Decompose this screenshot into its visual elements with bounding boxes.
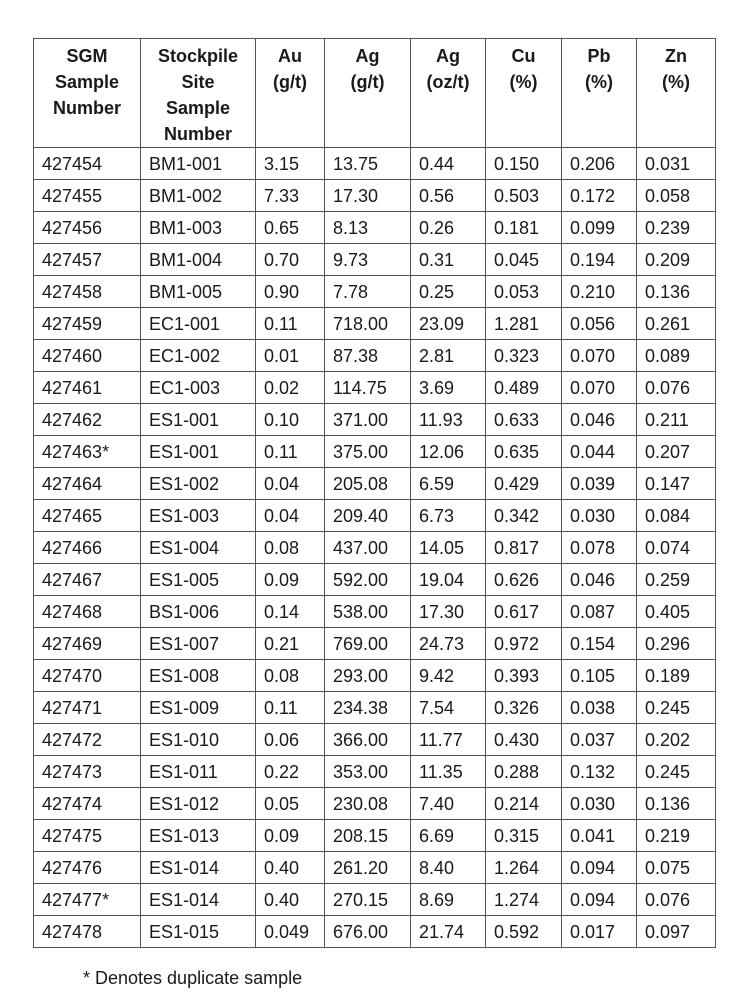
table-cell-cu-pct: 0.429 bbox=[486, 468, 562, 500]
table-cell-stockpile-site-sample-number: BS1-006 bbox=[141, 596, 256, 628]
table-row bbox=[34, 276, 716, 308]
table-row bbox=[34, 692, 716, 724]
table-cell-ag-gt: 353.00 bbox=[325, 756, 411, 788]
column-header-line: SGM bbox=[66, 46, 108, 66]
table-cell-stockpile-site-sample-number: ES1-015 bbox=[141, 916, 256, 948]
column-header-au-gt bbox=[256, 39, 325, 148]
table-cell-ag-gt: 7.78 bbox=[325, 276, 411, 308]
table-cell-stockpile-site-sample-number: BM1-004 bbox=[141, 244, 256, 276]
column-header-line: (g/t) bbox=[350, 72, 385, 92]
column-header-sgm-sample-number bbox=[34, 39, 141, 148]
table-row bbox=[34, 404, 716, 436]
table-cell-sgm-sample-number: 427464 bbox=[34, 468, 141, 500]
table-row bbox=[34, 148, 716, 180]
table-cell-ag-gt: 592.00 bbox=[325, 564, 411, 596]
table-cell-ag-gt: 87.38 bbox=[325, 340, 411, 372]
table-cell-pb-pct: 0.078 bbox=[562, 532, 637, 564]
column-header-line: Sample bbox=[54, 72, 120, 92]
table-cell-stockpile-site-sample-number: ES1-013 bbox=[141, 820, 256, 852]
table-cell-sgm-sample-number: 427455 bbox=[34, 180, 141, 212]
table-row bbox=[34, 884, 716, 916]
table-row bbox=[34, 340, 716, 372]
table-cell-sgm-sample-number: 427470 bbox=[34, 660, 141, 692]
table-cell-zn-pct: 0.245 bbox=[637, 692, 716, 724]
table-cell-zn-pct: 0.189 bbox=[637, 660, 716, 692]
table-cell-sgm-sample-number: 427457 bbox=[34, 244, 141, 276]
column-header-cu-pct bbox=[486, 39, 562, 148]
table-cell-sgm-sample-number: 427469 bbox=[34, 628, 141, 660]
table-cell-pb-pct: 0.046 bbox=[562, 404, 637, 436]
table-cell-zn-pct: 0.239 bbox=[637, 212, 716, 244]
table-cell-sgm-sample-number: 427456 bbox=[34, 212, 141, 244]
table-cell-au-gt: 0.22 bbox=[256, 756, 325, 788]
table-cell-au-gt: 0.11 bbox=[256, 308, 325, 340]
table-cell-zn-pct: 0.202 bbox=[637, 724, 716, 756]
table-cell-pb-pct: 0.105 bbox=[562, 660, 637, 692]
table-row bbox=[34, 788, 716, 820]
table-cell-zn-pct: 0.076 bbox=[637, 884, 716, 916]
table-row bbox=[34, 660, 716, 692]
table-cell-cu-pct: 0.053 bbox=[486, 276, 562, 308]
table-cell-ag-ozt: 11.35 bbox=[411, 756, 486, 788]
table-cell-ag-ozt: 2.81 bbox=[411, 340, 486, 372]
table-cell-ag-gt: 375.00 bbox=[325, 436, 411, 468]
table-cell-ag-gt: 366.00 bbox=[325, 724, 411, 756]
table-cell-ag-gt: 676.00 bbox=[325, 916, 411, 948]
table-cell-cu-pct: 0.430 bbox=[486, 724, 562, 756]
table-cell-cu-pct: 0.489 bbox=[486, 372, 562, 404]
table-cell-cu-pct: 0.150 bbox=[486, 148, 562, 180]
header-row bbox=[34, 39, 716, 148]
table-row bbox=[34, 180, 716, 212]
table-cell-ag-gt: 234.38 bbox=[325, 692, 411, 724]
table-cell-sgm-sample-number: 427475 bbox=[34, 820, 141, 852]
column-header-line: Zn bbox=[665, 46, 687, 66]
table-cell-ag-ozt: 0.31 bbox=[411, 244, 486, 276]
column-header-pb-pct bbox=[562, 39, 637, 148]
table-cell-cu-pct: 0.045 bbox=[486, 244, 562, 276]
table-cell-sgm-sample-number: 427476 bbox=[34, 852, 141, 884]
table-cell-cu-pct: 0.592 bbox=[486, 916, 562, 948]
table-cell-pb-pct: 0.039 bbox=[562, 468, 637, 500]
table-cell-au-gt: 0.14 bbox=[256, 596, 325, 628]
table-cell-zn-pct: 0.089 bbox=[637, 340, 716, 372]
table-cell-cu-pct: 0.181 bbox=[486, 212, 562, 244]
table-cell-ag-gt: 538.00 bbox=[325, 596, 411, 628]
table-cell-au-gt: 0.02 bbox=[256, 372, 325, 404]
table-cell-cu-pct: 0.503 bbox=[486, 180, 562, 212]
table-cell-pb-pct: 0.017 bbox=[562, 916, 637, 948]
table-cell-sgm-sample-number: 427468 bbox=[34, 596, 141, 628]
column-header-line: Site bbox=[181, 72, 215, 92]
table-cell-ag-ozt: 19.04 bbox=[411, 564, 486, 596]
table-cell-ag-gt: 270.15 bbox=[325, 884, 411, 916]
table-cell-au-gt: 3.15 bbox=[256, 148, 325, 180]
table-cell-cu-pct: 0.635 bbox=[486, 436, 562, 468]
table-row bbox=[34, 756, 716, 788]
table-cell-pb-pct: 0.030 bbox=[562, 500, 637, 532]
table-cell-cu-pct: 0.214 bbox=[486, 788, 562, 820]
column-header-line: Number bbox=[163, 124, 232, 144]
table-cell-cu-pct: 0.633 bbox=[486, 404, 562, 436]
table-row bbox=[34, 372, 716, 404]
table-cell-stockpile-site-sample-number: ES1-012 bbox=[141, 788, 256, 820]
table-cell-stockpile-site-sample-number: ES1-008 bbox=[141, 660, 256, 692]
table-cell-au-gt: 0.40 bbox=[256, 884, 325, 916]
table-cell-stockpile-site-sample-number: ES1-001 bbox=[141, 404, 256, 436]
table-cell-zn-pct: 0.136 bbox=[637, 276, 716, 308]
table-cell-pb-pct: 0.056 bbox=[562, 308, 637, 340]
table-cell-zn-pct: 0.136 bbox=[637, 788, 716, 820]
table-cell-cu-pct: 0.626 bbox=[486, 564, 562, 596]
table-cell-au-gt: 0.06 bbox=[256, 724, 325, 756]
table-cell-zn-pct: 0.058 bbox=[637, 180, 716, 212]
table-cell-ag-ozt: 23.09 bbox=[411, 308, 486, 340]
table-cell-ag-gt: 293.00 bbox=[325, 660, 411, 692]
table-cell-cu-pct: 0.323 bbox=[486, 340, 562, 372]
table-cell-pb-pct: 0.132 bbox=[562, 756, 637, 788]
table-cell-stockpile-site-sample-number: ES1-004 bbox=[141, 532, 256, 564]
table-cell-au-gt: 0.10 bbox=[256, 404, 325, 436]
table-cell-au-gt: 0.049 bbox=[256, 916, 325, 948]
table-cell-zn-pct: 0.207 bbox=[637, 436, 716, 468]
table-row bbox=[34, 564, 716, 596]
table-cell-ag-ozt: 8.69 bbox=[411, 884, 486, 916]
table-row bbox=[34, 532, 716, 564]
table-cell-sgm-sample-number: 427463* bbox=[34, 436, 141, 468]
column-header-line: Number bbox=[52, 98, 121, 118]
table-cell-ag-gt: 437.00 bbox=[325, 532, 411, 564]
table-cell-zn-pct: 0.211 bbox=[637, 404, 716, 436]
table-cell-pb-pct: 0.070 bbox=[562, 340, 637, 372]
column-header-line: (%) bbox=[585, 72, 613, 92]
table-cell-au-gt: 0.04 bbox=[256, 500, 325, 532]
table-row bbox=[34, 724, 716, 756]
table-cell-pb-pct: 0.094 bbox=[562, 884, 637, 916]
table-cell-pb-pct: 0.037 bbox=[562, 724, 637, 756]
table-cell-au-gt: 7.33 bbox=[256, 180, 325, 212]
table-cell-pb-pct: 0.044 bbox=[562, 436, 637, 468]
table-cell-stockpile-site-sample-number: BM1-003 bbox=[141, 212, 256, 244]
table-cell-au-gt: 0.08 bbox=[256, 660, 325, 692]
column-header-line: Cu bbox=[511, 46, 536, 66]
table-cell-au-gt: 0.21 bbox=[256, 628, 325, 660]
table-cell-sgm-sample-number: 427471 bbox=[34, 692, 141, 724]
table-cell-sgm-sample-number: 427474 bbox=[34, 788, 141, 820]
table-cell-sgm-sample-number: 427462 bbox=[34, 404, 141, 436]
table-cell-ag-ozt: 24.73 bbox=[411, 628, 486, 660]
table-cell-au-gt: 0.65 bbox=[256, 212, 325, 244]
table-cell-ag-ozt: 0.44 bbox=[411, 148, 486, 180]
table-cell-ag-gt: 114.75 bbox=[325, 372, 411, 404]
table-cell-au-gt: 0.09 bbox=[256, 820, 325, 852]
column-header-line: Au bbox=[278, 46, 302, 66]
table-cell-stockpile-site-sample-number: EC1-002 bbox=[141, 340, 256, 372]
column-header-ag-gt bbox=[325, 39, 411, 148]
table-row bbox=[34, 244, 716, 276]
table-cell-sgm-sample-number: 427467 bbox=[34, 564, 141, 596]
table-cell-ag-ozt: 17.30 bbox=[411, 596, 486, 628]
table-cell-sgm-sample-number: 427465 bbox=[34, 500, 141, 532]
table-row bbox=[34, 820, 716, 852]
table-cell-cu-pct: 0.617 bbox=[486, 596, 562, 628]
table-cell-ag-gt: 718.00 bbox=[325, 308, 411, 340]
table-cell-au-gt: 0.01 bbox=[256, 340, 325, 372]
table-cell-zn-pct: 0.259 bbox=[637, 564, 716, 596]
table-cell-stockpile-site-sample-number: EC1-003 bbox=[141, 372, 256, 404]
table-cell-ag-ozt: 6.69 bbox=[411, 820, 486, 852]
column-header-line: (%) bbox=[662, 72, 690, 92]
table-cell-ag-ozt: 0.25 bbox=[411, 276, 486, 308]
table-cell-ag-ozt: 11.77 bbox=[411, 724, 486, 756]
table-cell-zn-pct: 0.219 bbox=[637, 820, 716, 852]
table-cell-ag-gt: 205.08 bbox=[325, 468, 411, 500]
table-cell-pb-pct: 0.087 bbox=[562, 596, 637, 628]
table-cell-sgm-sample-number: 427454 bbox=[34, 148, 141, 180]
table-cell-ag-gt: 17.30 bbox=[325, 180, 411, 212]
table-cell-au-gt: 0.90 bbox=[256, 276, 325, 308]
table-cell-zn-pct: 0.084 bbox=[637, 500, 716, 532]
table-cell-zn-pct: 0.296 bbox=[637, 628, 716, 660]
column-header-ag-ozt bbox=[411, 39, 486, 148]
table-cell-au-gt: 0.11 bbox=[256, 692, 325, 724]
table-cell-sgm-sample-number: 427477* bbox=[34, 884, 141, 916]
assay-table-container bbox=[33, 38, 716, 948]
table-cell-au-gt: 0.05 bbox=[256, 788, 325, 820]
table-cell-sgm-sample-number: 427459 bbox=[34, 308, 141, 340]
table-cell-zn-pct: 0.097 bbox=[637, 916, 716, 948]
table-cell-cu-pct: 0.326 bbox=[486, 692, 562, 724]
table-cell-stockpile-site-sample-number: ES1-007 bbox=[141, 628, 256, 660]
table-cell-ag-ozt: 6.59 bbox=[411, 468, 486, 500]
table-cell-sgm-sample-number: 427478 bbox=[34, 916, 141, 948]
table-cell-sgm-sample-number: 427473 bbox=[34, 756, 141, 788]
table-cell-stockpile-site-sample-number: ES1-011 bbox=[141, 756, 256, 788]
table-cell-stockpile-site-sample-number: BM1-005 bbox=[141, 276, 256, 308]
table-cell-ag-ozt: 21.74 bbox=[411, 916, 486, 948]
column-header-line: Sample bbox=[165, 98, 231, 118]
table-cell-stockpile-site-sample-number: BM1-001 bbox=[141, 148, 256, 180]
table-cell-cu-pct: 0.393 bbox=[486, 660, 562, 692]
table-cell-zn-pct: 0.261 bbox=[637, 308, 716, 340]
table-cell-au-gt: 0.11 bbox=[256, 436, 325, 468]
table-cell-zn-pct: 0.074 bbox=[637, 532, 716, 564]
table-body bbox=[34, 148, 716, 948]
table-row bbox=[34, 212, 716, 244]
table-cell-ag-ozt: 6.73 bbox=[411, 500, 486, 532]
table-row bbox=[34, 308, 716, 340]
table-cell-ag-ozt: 0.56 bbox=[411, 180, 486, 212]
table-cell-stockpile-site-sample-number: ES1-002 bbox=[141, 468, 256, 500]
table-cell-stockpile-site-sample-number: ES1-001 bbox=[141, 436, 256, 468]
table-cell-zn-pct: 0.245 bbox=[637, 756, 716, 788]
table-cell-zn-pct: 0.209 bbox=[637, 244, 716, 276]
table-cell-ag-gt: 9.73 bbox=[325, 244, 411, 276]
table-row bbox=[34, 596, 716, 628]
table-cell-ag-gt: 261.20 bbox=[325, 852, 411, 884]
table-cell-cu-pct: 0.817 bbox=[486, 532, 562, 564]
table-row bbox=[34, 628, 716, 660]
table-cell-stockpile-site-sample-number: ES1-003 bbox=[141, 500, 256, 532]
table-cell-stockpile-site-sample-number: ES1-010 bbox=[141, 724, 256, 756]
table-cell-ag-ozt: 7.40 bbox=[411, 788, 486, 820]
table-cell-ag-ozt: 3.69 bbox=[411, 372, 486, 404]
table-cell-ag-gt: 769.00 bbox=[325, 628, 411, 660]
table-cell-ag-gt: 208.15 bbox=[325, 820, 411, 852]
table-cell-stockpile-site-sample-number: BM1-002 bbox=[141, 180, 256, 212]
table-cell-cu-pct: 1.264 bbox=[486, 852, 562, 884]
table-cell-zn-pct: 0.031 bbox=[637, 148, 716, 180]
table-row bbox=[34, 468, 716, 500]
column-header-line: Ag bbox=[355, 46, 380, 66]
table-row bbox=[34, 436, 716, 468]
column-header-line: (%) bbox=[509, 72, 538, 92]
column-header-zn-pct bbox=[637, 39, 716, 148]
table-cell-sgm-sample-number: 427466 bbox=[34, 532, 141, 564]
table-cell-ag-ozt: 9.42 bbox=[411, 660, 486, 692]
table-cell-ag-gt: 230.08 bbox=[325, 788, 411, 820]
table-cell-zn-pct: 0.075 bbox=[637, 852, 716, 884]
table-cell-stockpile-site-sample-number: ES1-009 bbox=[141, 692, 256, 724]
table-cell-cu-pct: 0.288 bbox=[486, 756, 562, 788]
table-cell-ag-ozt: 8.40 bbox=[411, 852, 486, 884]
assay-results-table bbox=[33, 38, 716, 948]
column-header-line: Ag bbox=[436, 46, 460, 66]
table-cell-cu-pct: 0.315 bbox=[486, 820, 562, 852]
table-cell-pb-pct: 0.210 bbox=[562, 276, 637, 308]
table-cell-stockpile-site-sample-number: EC1-001 bbox=[141, 308, 256, 340]
table-cell-pb-pct: 0.172 bbox=[562, 180, 637, 212]
table-cell-ag-gt: 209.40 bbox=[325, 500, 411, 532]
column-header-line: Pb bbox=[587, 46, 611, 66]
table-cell-au-gt: 0.08 bbox=[256, 532, 325, 564]
table-cell-ag-ozt: 0.26 bbox=[411, 212, 486, 244]
table-cell-ag-ozt: 14.05 bbox=[411, 532, 486, 564]
table-cell-au-gt: 0.04 bbox=[256, 468, 325, 500]
table-cell-pb-pct: 0.206 bbox=[562, 148, 637, 180]
table-cell-stockpile-site-sample-number: ES1-014 bbox=[141, 884, 256, 916]
table-cell-pb-pct: 0.046 bbox=[562, 564, 637, 596]
footnote: * Denotes duplicate sample bbox=[83, 968, 303, 988]
table-cell-au-gt: 0.09 bbox=[256, 564, 325, 596]
table-cell-au-gt: 0.70 bbox=[256, 244, 325, 276]
table-header bbox=[34, 39, 716, 148]
table-cell-sgm-sample-number: 427458 bbox=[34, 276, 141, 308]
table-cell-cu-pct: 1.274 bbox=[486, 884, 562, 916]
column-header-line: Stockpile bbox=[157, 46, 239, 66]
table-cell-zn-pct: 0.405 bbox=[637, 596, 716, 628]
table-cell-pb-pct: 0.094 bbox=[562, 852, 637, 884]
table-cell-zn-pct: 0.147 bbox=[637, 468, 716, 500]
table-cell-ag-gt: 8.13 bbox=[325, 212, 411, 244]
table-cell-ag-gt: 13.75 bbox=[325, 148, 411, 180]
table-cell-pb-pct: 0.030 bbox=[562, 788, 637, 820]
table-cell-pb-pct: 0.099 bbox=[562, 212, 637, 244]
table-row bbox=[34, 852, 716, 884]
table-row bbox=[34, 916, 716, 948]
table-cell-ag-ozt: 7.54 bbox=[411, 692, 486, 724]
table-cell-sgm-sample-number: 427460 bbox=[34, 340, 141, 372]
table-row bbox=[34, 500, 716, 532]
table-cell-cu-pct: 0.972 bbox=[486, 628, 562, 660]
table-cell-pb-pct: 0.194 bbox=[562, 244, 637, 276]
table-cell-ag-gt: 371.00 bbox=[325, 404, 411, 436]
column-header-line: (g/t) bbox=[273, 72, 307, 92]
table-cell-cu-pct: 1.281 bbox=[486, 308, 562, 340]
table-cell-sgm-sample-number: 427461 bbox=[34, 372, 141, 404]
table-cell-pb-pct: 0.154 bbox=[562, 628, 637, 660]
table-cell-pb-pct: 0.038 bbox=[562, 692, 637, 724]
table-cell-pb-pct: 0.041 bbox=[562, 820, 637, 852]
table-cell-stockpile-site-sample-number: ES1-005 bbox=[141, 564, 256, 596]
column-header-stockpile-site-sample-number bbox=[141, 39, 256, 148]
table-cell-au-gt: 0.40 bbox=[256, 852, 325, 884]
table-cell-zn-pct: 0.076 bbox=[637, 372, 716, 404]
column-header-line: (oz/t) bbox=[426, 72, 470, 92]
table-cell-stockpile-site-sample-number: ES1-014 bbox=[141, 852, 256, 884]
table-cell-sgm-sample-number: 427472 bbox=[34, 724, 141, 756]
table-cell-cu-pct: 0.342 bbox=[486, 500, 562, 532]
table-cell-ag-ozt: 11.93 bbox=[411, 404, 486, 436]
table-cell-ag-ozt: 12.06 bbox=[411, 436, 486, 468]
table-cell-pb-pct: 0.070 bbox=[562, 372, 637, 404]
